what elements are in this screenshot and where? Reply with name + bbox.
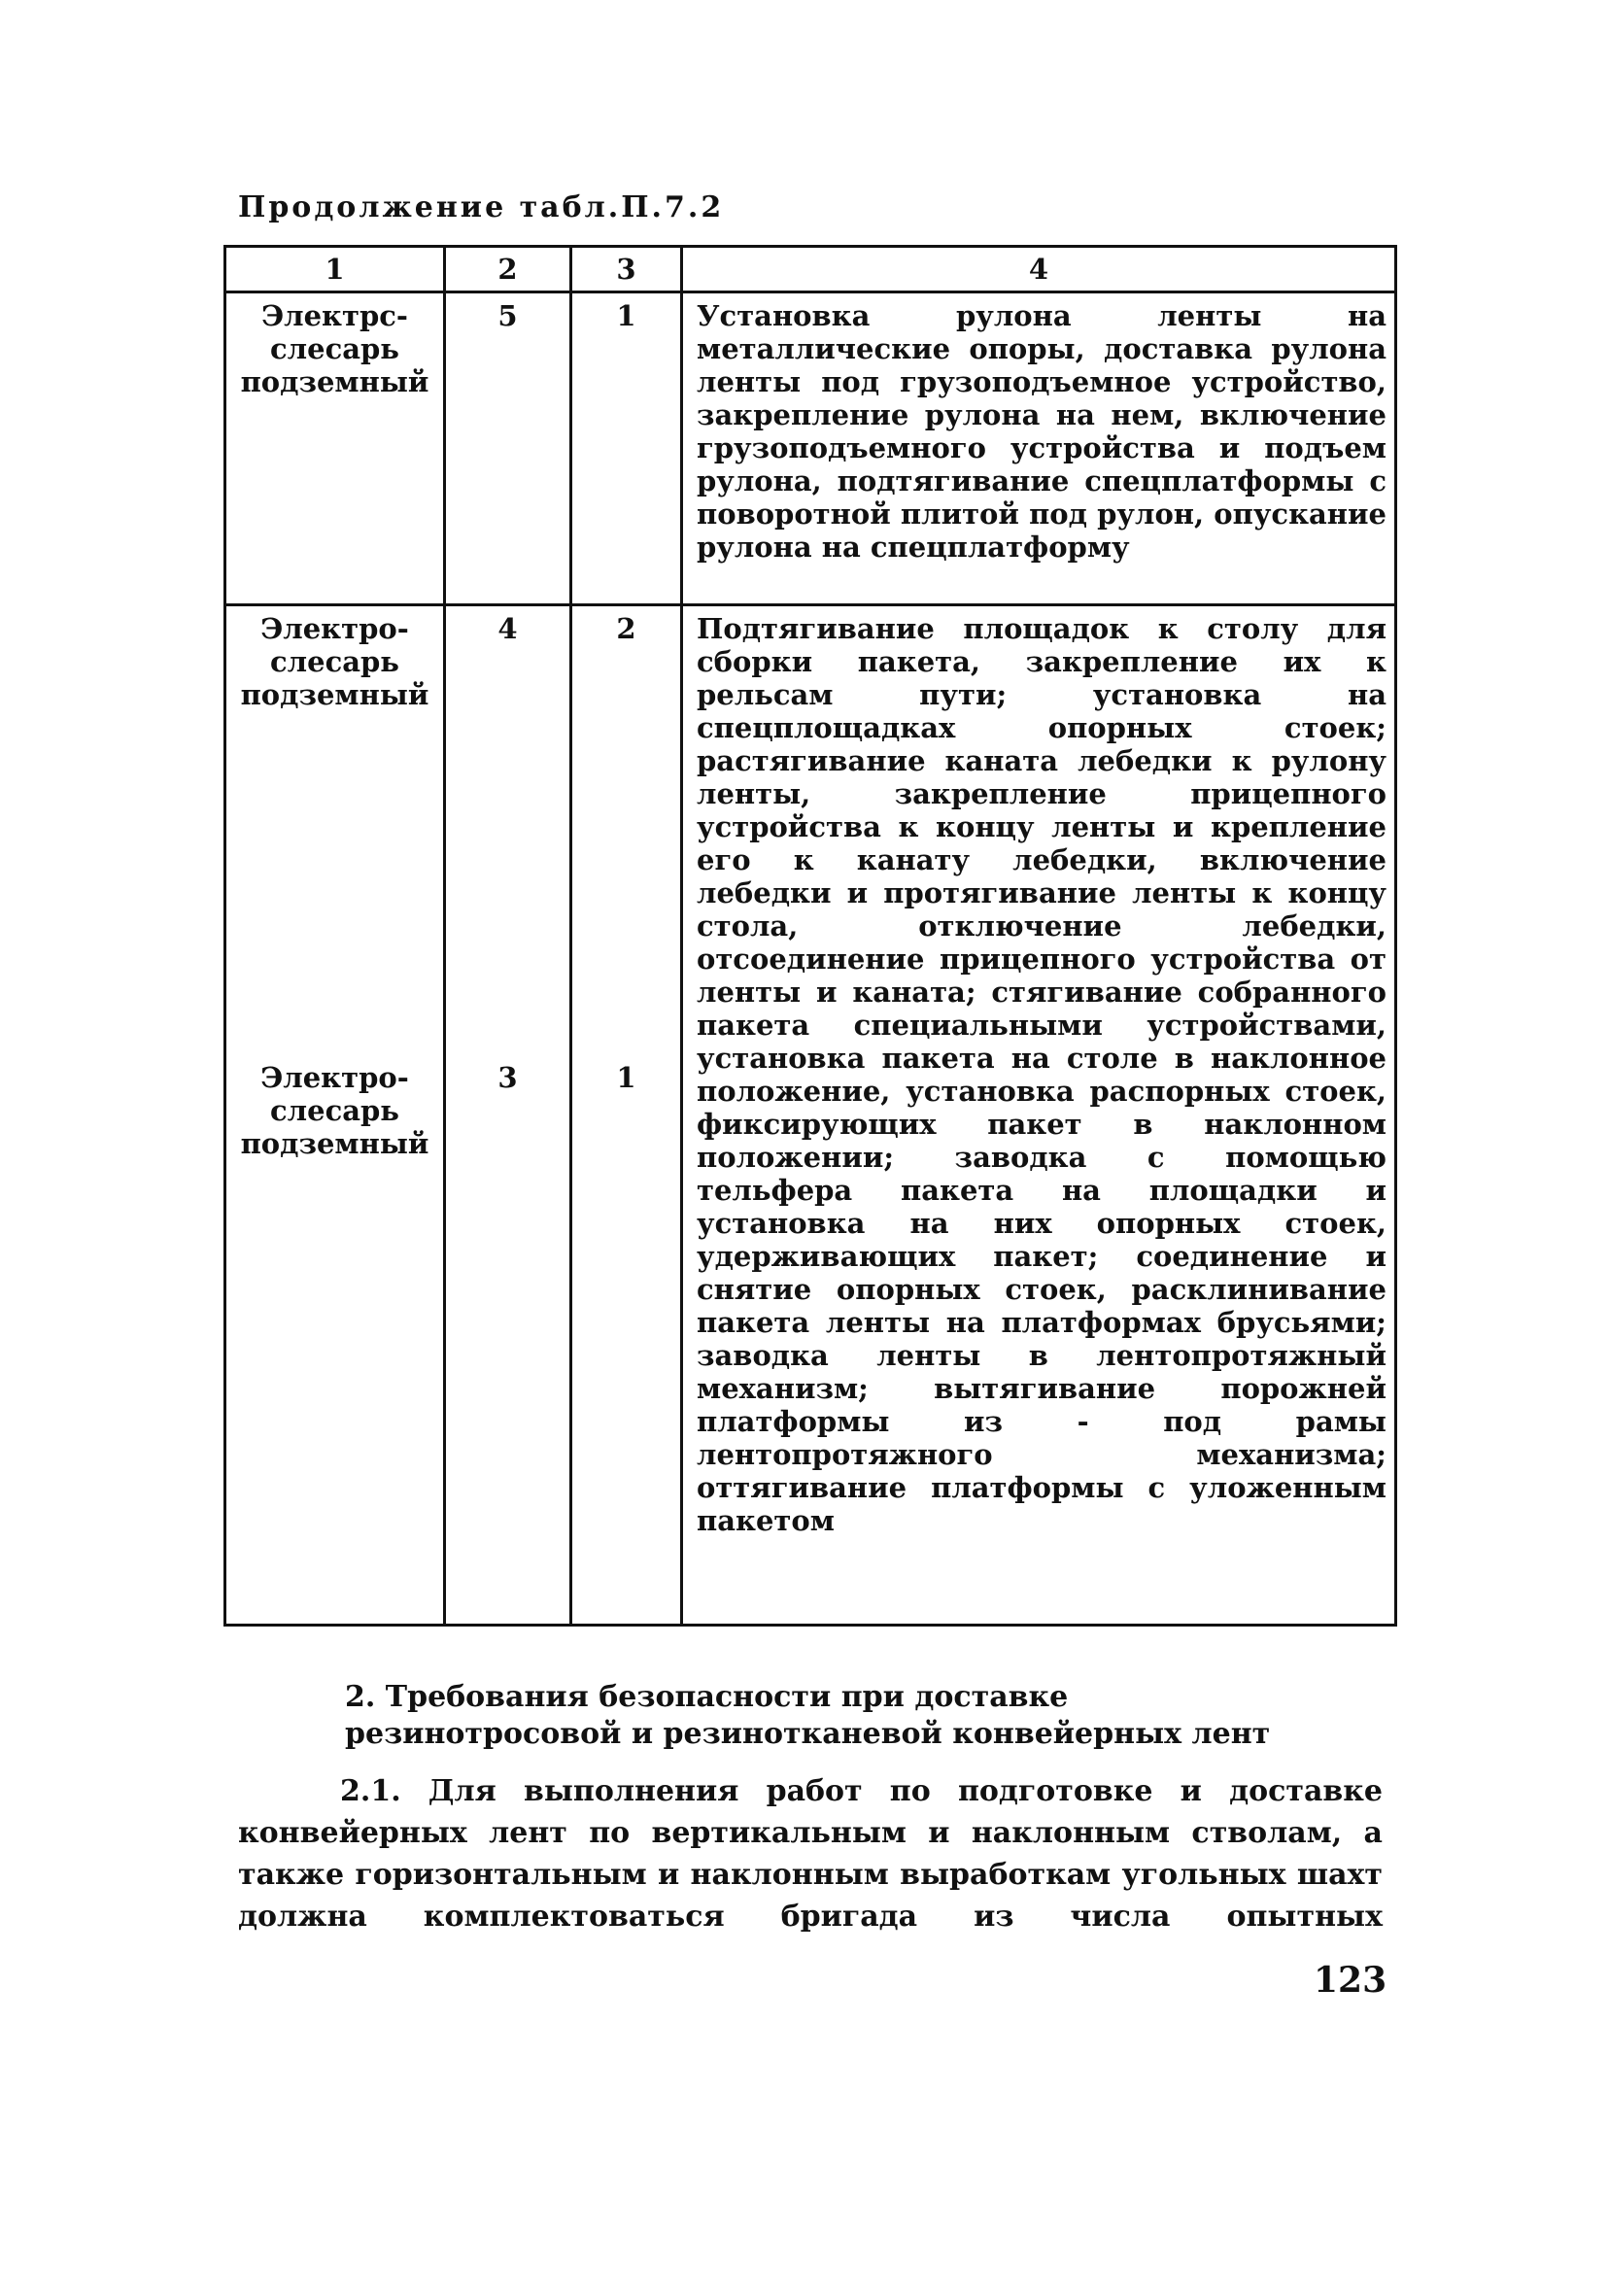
page-number: 123	[1314, 1960, 1387, 2001]
section-heading: 2. Требования безопасности при доставке резинотросовой и резинотканевой конвейерных лент	[345, 1680, 1271, 1751]
work-table	[223, 245, 1397, 1627]
count-value: 1	[616, 1061, 636, 1094]
grade-value: 5	[445, 292, 571, 605]
table-row	[225, 605, 1396, 1626]
job-title-cell	[225, 605, 445, 1626]
count-value: 2	[616, 612, 636, 645]
operation-description: Подтягивание площадок к столу для сборки пакета, закрепление их к рельсам пути; установка на спецплощадках опорных стоек; растягивание каната лебедки к рулону ленты, закрепление прицепного устройства к концу ленты и крепление его к канату лебедки, включение лебедки и протягивание ленты к концу стола, отключение лебедки, отсоединение прицепного устройства от ленты и каната; стягивание собранного пакета специальными устройствами, установка пакета на столе в наклонное положение, установка распорных стоек, фиксирующих пакет в наклонном положении; заводка с помощью тельфера пакета на площадки и установка на них опорных стоек, удерживающих пакет; соединение и снятие опорных стоек, расклинивание пакета ленты на платформах брусьями; заводка ленты в лентопротяжный механизм; вытягивание порожней платформы из - под рамы лентопротяжного механизма; оттягивание платформы с уложенным пакетом	[682, 605, 1396, 1626]
header-col-2: 2	[445, 247, 571, 292]
operation-description: Установка рулона ленты на металлические опоры, доставка рулона ленты под грузоподъемное устройство, закрепление рулона на нем, включение грузоподъемного устройства и подъем рулона, подтягивание спецплатформы с поворотной плитой под рулон, опускание рулона на спецплатформу	[682, 292, 1396, 605]
job-title: Электро-слесарь подземный	[240, 612, 429, 711]
table-row	[225, 292, 1396, 605]
grade-cell	[445, 605, 571, 1626]
job-title: Электро-слесарь подземный	[240, 1061, 429, 1160]
table-caption: Продолжение табл.П.7.2	[238, 190, 725, 224]
count-cell	[571, 605, 682, 1626]
paragraph-text: 2.1. Для выполнения работ по подготовке и доставке конвейерных лент по вертикальным и наклонным стволам, а также горизонтальным и наклонным выработкам угольных шахт должна комплектоваться бригада из числа опытных	[238, 1774, 1383, 1934]
header-col-3: 3	[571, 247, 682, 292]
grade-value: 3	[497, 1061, 518, 1094]
grade-value: 4	[497, 612, 518, 645]
header-col-1: 1	[225, 247, 445, 292]
count-value: 1	[571, 292, 682, 605]
job-title: Электрс-слесарь подземный	[225, 292, 445, 605]
table-header-row	[225, 247, 1396, 292]
header-col-4: 4	[682, 247, 1396, 292]
section-paragraph	[238, 1770, 1383, 1937]
